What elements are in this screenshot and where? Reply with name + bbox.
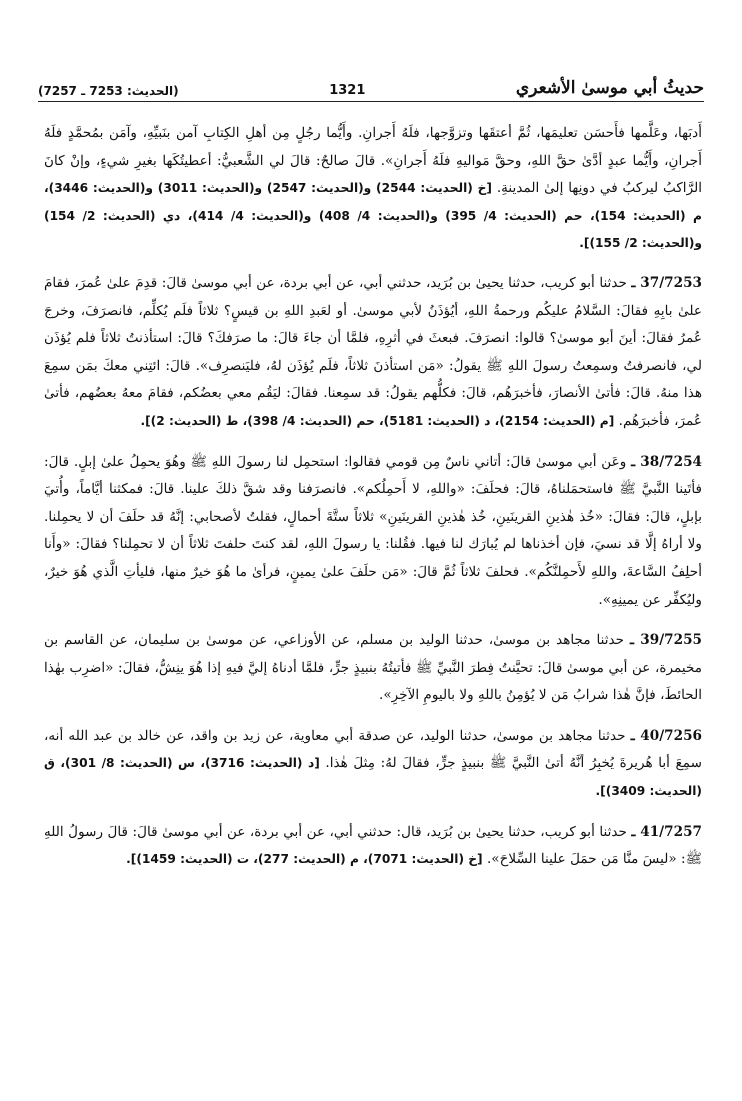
hadith-7257 xyxy=(44,819,702,874)
source-references: [م (الحديث: 2154)، د (الحديث: 5181)، حم (الحديث: 4/ 398)، ط (الحديث: 2)]. xyxy=(140,413,615,428)
page-body xyxy=(44,120,702,887)
hadith-number: 40/7256 ـ xyxy=(630,727,702,744)
paragraph-continuation xyxy=(44,120,702,258)
header-rule xyxy=(38,101,704,102)
source-references: [خ (الحديث: 7071)، م (الحديث: 277)، ت (الحديث: 1459)]. xyxy=(126,852,483,867)
page-number: 1321 xyxy=(329,83,366,98)
paragraph-text: أَدبَها، وعَلَّمها فأَحسَن تعليمَها، ثُمَّ أعتقَها وتزوَّجها، فلَهُ أَجرانِ. وأَيُّما رجُلٍ مِن أهلِ الكِتابِ آمن بنَبيِّهِ، وآمَن بمُحمَّدٍ فلَهُ أَجرانِ، وأَيُّما عبدٍ أدَّىٰ حقَّ اللهِ، وحقَّ مَواليهِ فلَهُ أَجرانِ». قالَ صالحٌ: قالَ لي الشَّعبيُّ: أعطيتُكَها بغيرِ شيءٍ، وإنْ كانَ الرَّاكبُ ليركبُ في دونِها إلىٰ المدينةِ. xyxy=(44,125,702,197)
paragraph-text: وعَن أبي موسىٰ قالَ: أتاني ناسٌ مِن قومي فقالوا: استحمِل لنا رسولَ اللهِ ﷺ وهُوَ يحمِلُ علىٰ إبلٍ. قالَ: فأتَينا النَّبيَّ ﷺ فاستحمَلناهُ، قالَ: فحلَفَ: «واللهِ، لا أَحمِلُكم». فانصرَفنا وقد شقَّ ذلكَ علينا. قالَ: فمكثنا أيَّاماً، وأُتيَ بإبلٍ، قالَ: فقالَ: «خُذ هٰذينِ القرينَينِ، خُذ هٰذينِ القرينَينِ» ثلاثاً ستَّةَ أحمالٍ، فقلتُ لأصحابي: إنَّهُ قد حلَفَ أن لا يحمِلنا. ولا أراهُ إلَّا قد نسيَ، فإن أخذناها لم يُبارَك لنا فيها. فقُلنا: يا رسولَ اللهِ، لقد كنتَ حلفتَ ثلاثاً أن لا تحمِلنا؟ فقالَ: «وأَنا أحلِفُ السَّاعةَ، واللهِ لأَحمِلنَّكُم». فحلفَ ثلاثاً ثُمَّ قالَ: «مَن حلَفَ علىٰ يمينٍ، فرأىٰ ما هُوَ خيرٌ منها، فليأتِ الَّذي هُوَ خيرٌ، وليُكفِّر عن يمينِهِ». xyxy=(44,453,702,608)
page-header xyxy=(38,72,704,98)
paragraph-text: حدثنا أبو كريب، حدثنا يحيىٰ بن بُرَيد، قال: حدثني أبي، عن أبي بردة، عن أبي موسىٰ قالَ: قالَ رسولُ اللهِ ﷺ: «ليسَ منَّا مَن حمَلَ علينا السِّلاحَ». xyxy=(44,823,702,868)
source-references: [خ (الحديث: 2544) و(الحديث: 2547) و(الحديث: 3011) و(الحديث: 3446)، م (الحديث: 154)، حم (الحديث: 4/ 395) و(الحديث: 4/ 408) و(الحديث: 4/ 414)، دي (الحديث: 2/ 154) و(الحديث: 2/ 155)]. xyxy=(44,181,702,251)
hadith-7256 xyxy=(44,723,702,806)
hadith-number: 39/7255 ـ xyxy=(629,632,702,649)
hadith-number: 38/7254 ـ xyxy=(631,453,702,470)
hadith-number: 37/7253 ـ xyxy=(631,274,703,291)
paragraph-text: حدثنا أبو كريب، حدثنا يحيىٰ بن بُرَيد، حدثني أبي، عن أبي بردة، عن أبي موسىٰ قالَ: قدِمَ علىٰ عُمرَ، فقامَ علىٰ بابِهِ فقالَ: السَّلامُ عليكُم ورحمةُ اللهِ، أيُؤذَنُ لأبي موسىٰ. أو لعَبدِ اللهِ بن قيسٍ؟ ثلاثاً فلَم يُكلِّم، فانصرَفَ، وخرجَ عُمرُ فقالَ: أينَ أبو موسىٰ؟ قالوا: انصرَفَ. فبعثَ في أثرِهِ، فلمَّا أن جاءَ قالَ: ما صرَفكَ؟ قالَ: استأذنتُ ثلاثاً فلم يُؤذَن لي، فانصرفتُ وسمِعتُ رسولَ اللهِ ﷺ يقولُ: «مَن استأذنَ ثلاثاً، فلَم يُؤذَن لهُ، فليَنصرِف». قالَ: ائتِني معكَ بمَن سمِعَ هذا منهُ. قالَ: فأتىٰ الأنصارَ، فأخبرَهُم، قالَ: فكلُّهم يقولُ: قد سمِعنا. فقالَ: ليَقُم معي بعضُكم، فقامَ معهُ بعضُهم، فأتىٰ عُمرَ، فأخبرَهُم. xyxy=(44,274,702,429)
paragraph-text: حدثنا مجاهد بن موسىٰ، حدثنا الوليد، عن صدقة أبي معاوية، عن زيد بن واقد، عن خالد بن عبد الله أنه، سمِعَ أبا هُريرةَ يُخبِرُ أنَّهُ أتىٰ النَّبيَّ ﷺ بنبيذٍ جرٍّ، فقالَ لهُ: مِثلَ هٰذا. xyxy=(44,727,703,772)
hadith-7253 xyxy=(44,270,702,436)
hadith-7255 xyxy=(44,627,702,710)
hadith-number: 41/7257 ـ xyxy=(631,823,702,840)
source-references: [د (الحديث: 3716)، س (الحديث: 8/ 301)، ق (الحديث: 3409)]. xyxy=(44,756,702,799)
running-title: حديثُ أبي موسىٰ الأشعري xyxy=(515,78,704,98)
hadith-range: (الحديث: 7253 ـ 7257) xyxy=(38,84,179,98)
hadith-7254 xyxy=(44,449,702,615)
paragraph-text: حدثنا مجاهد بن موسىٰ، حدثنا الوليد بن مسلم، عن الأوزاعي، عن موسىٰ بن سليمان، عن القاسم بن مخيمرة، عن أبي موسىٰ قالَ: تحيَّنتُ فِطرَ النَّبيِّ ﷺ فأتيتُهُ بنبيذٍ جرٍّ، فلمَّا أدناهُ إليَّ فيهِ إذا هُوَ ينِشُّ، فقالَ: «اضرِب بهٰذا الحائطَ، فإنَّ هٰذا شرابُ مَن لا يُؤمِنُ باللهِ ولا باليومِ الآخِرِ». xyxy=(44,632,702,704)
